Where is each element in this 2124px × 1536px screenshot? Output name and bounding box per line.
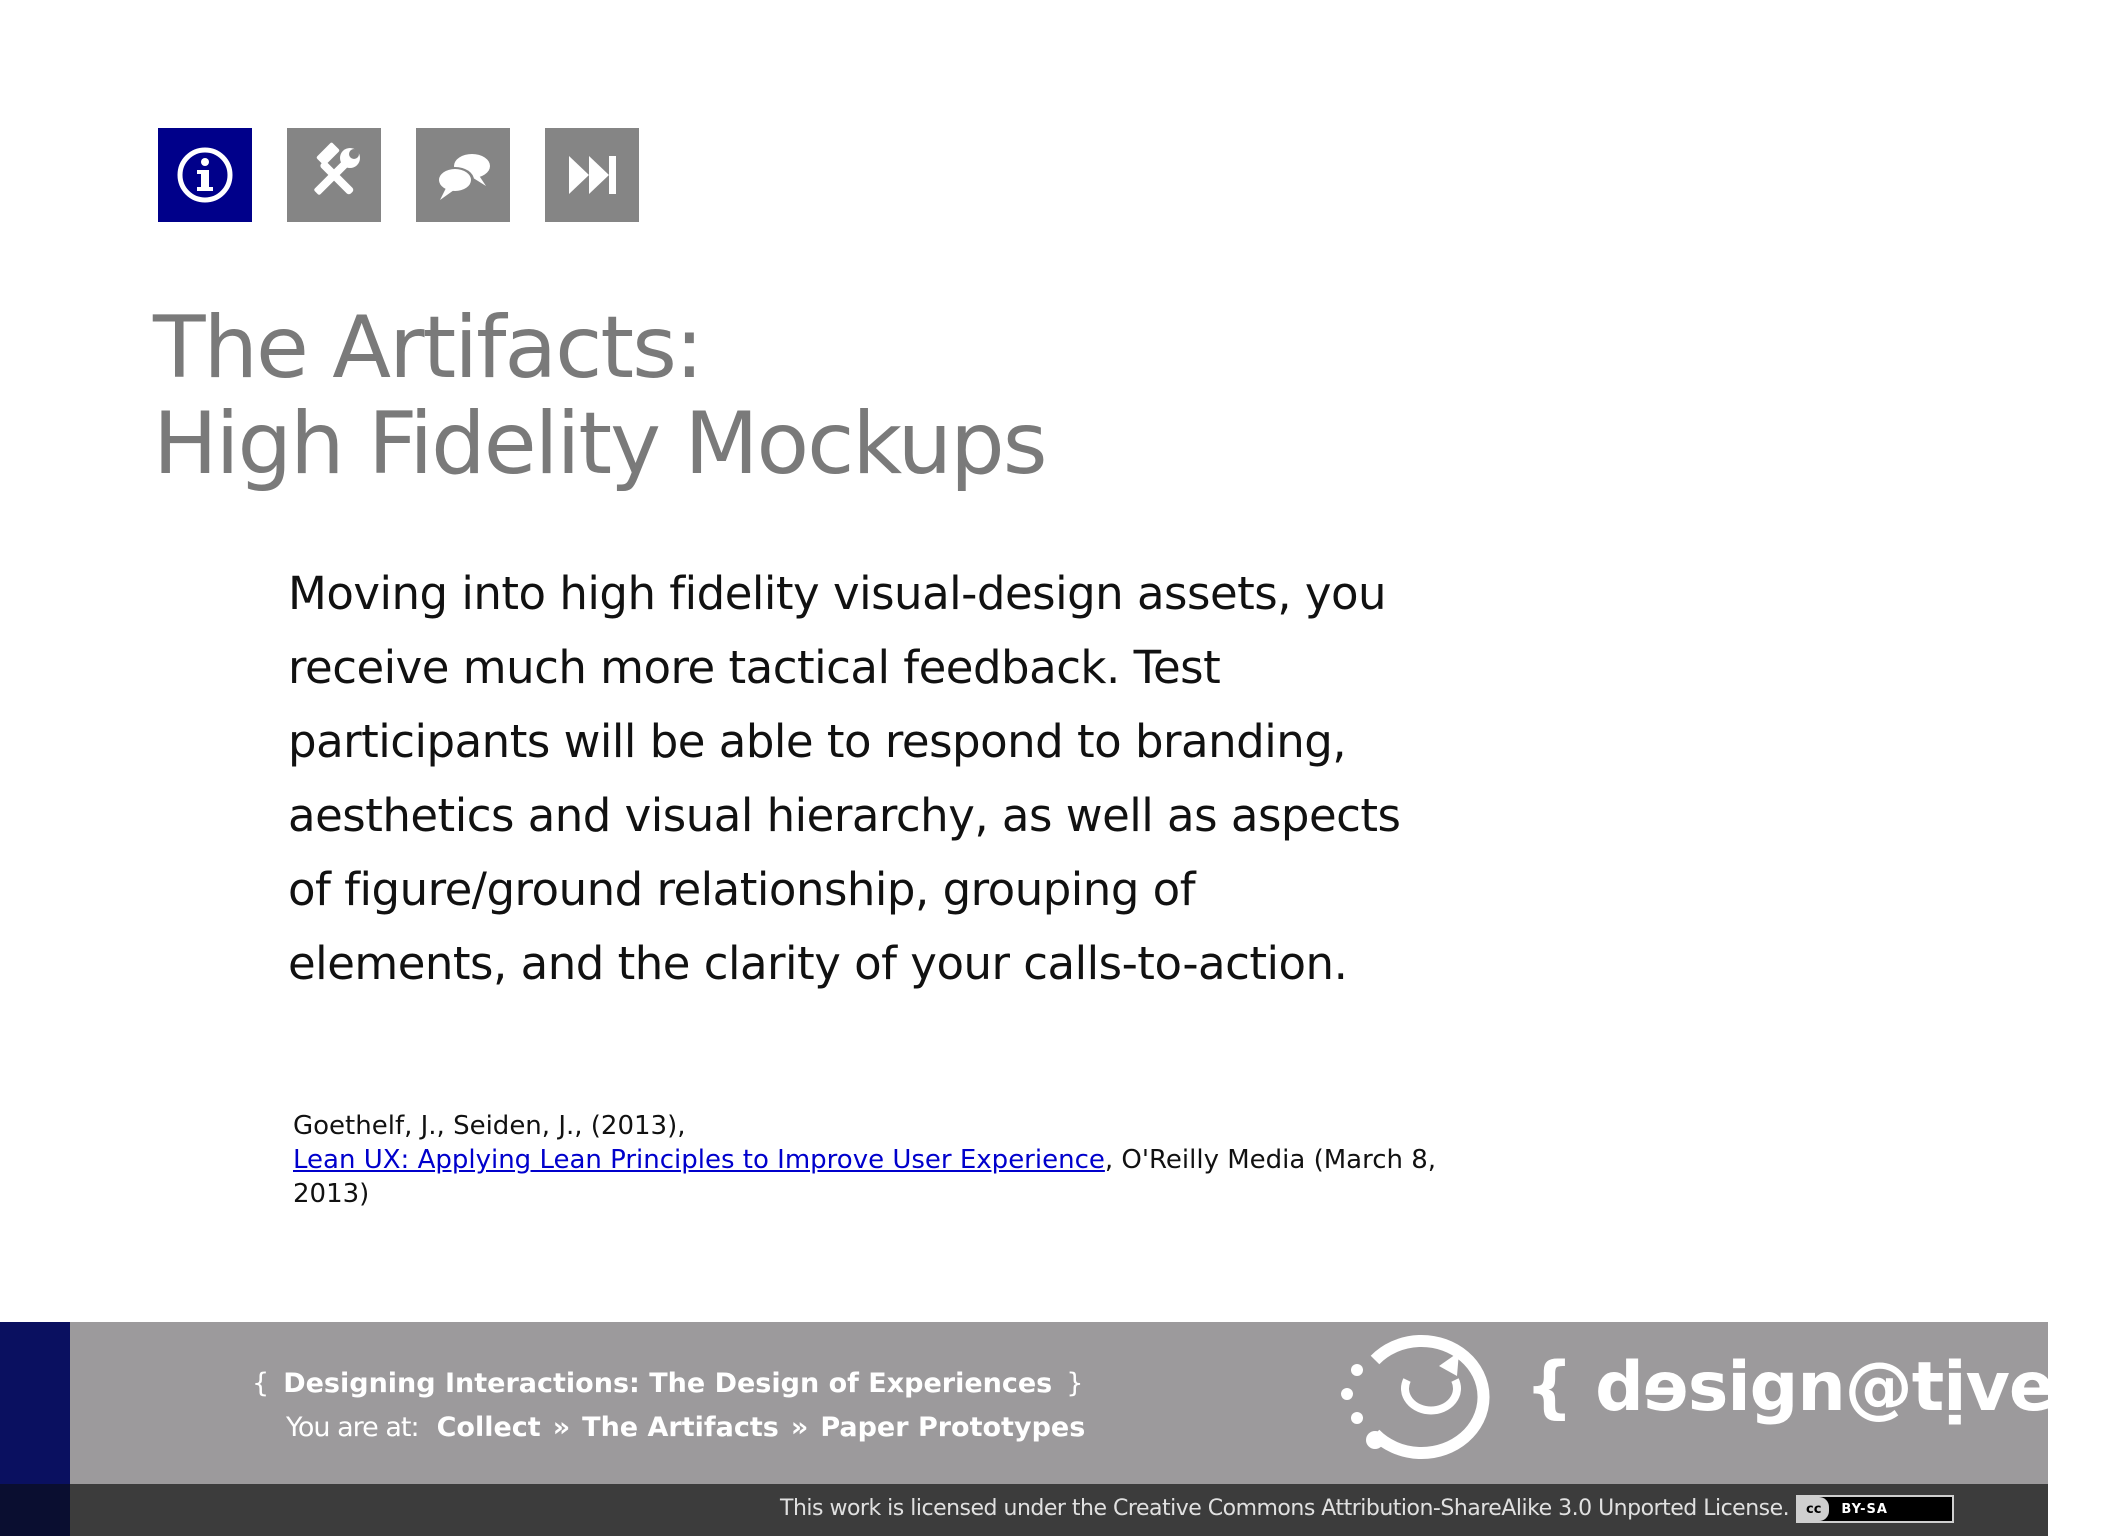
designative-logo [1335,1330,2124,1460]
citation-link[interactable]: Lean UX: Applying Lean Principles to Improve User Experience [293,1145,1105,1175]
skip-forward-button[interactable] [545,128,639,222]
breadcrumb-item-collect[interactable]: Collect [436,1412,541,1443]
clock-logo-icon [1335,1330,1515,1460]
citation-authors: Goethelf, J., Seiden, J., (2013), [293,1111,686,1141]
citation-source [293,1143,1443,1211]
slide-toolbar [158,128,639,222]
course-brace-close: } [1066,1368,1084,1399]
license-accent [0,1484,70,1536]
cc-license-type: BY-SA [1841,1501,1888,1517]
footer [0,1322,2124,1484]
tools-button[interactable] [287,128,381,222]
license-bar [0,1484,2048,1536]
info-icon [174,144,236,206]
discussion-button[interactable] [416,128,510,222]
breadcrumb-item-the-artifacts[interactable]: The Artifacts [582,1412,779,1443]
info-button[interactable] [158,128,252,222]
breadcrumb-item-paper-prototypes[interactable]: Paper Prototypes [820,1412,1086,1443]
designative-wordmark: { dɘsign@tịve } [1525,1348,2124,1427]
course-brace-open: { [252,1368,270,1399]
slide-body-text: Moving into high fidelity visual-design assets, you receive much more tactical feedback. Test participants will be able to respond to branding, aesthetics and visual hierarchy, as well as aspects of figure/ground relationship, grouping of elements, and the clarity of your calls-to-action. [288,567,1401,990]
breadcrumb [286,1412,1085,1443]
course-name: Designing Interactions: The Design of Experiences [283,1368,1053,1399]
cc-license-badge[interactable] [1796,1495,1954,1523]
license-text: This work is licensed under the Creative Commons Attribution-ShareAlike 3.0 Unported License. [780,1496,1790,1521]
slide-title [153,300,1046,492]
breadcrumb-separator: » [552,1412,571,1443]
breadcrumb-separator: » [790,1412,809,1443]
breadcrumb-prefix: You are at: [286,1412,419,1443]
discussion-icon [432,144,494,206]
citation [293,1109,1443,1211]
skip-forward-icon [561,144,623,206]
course-title [252,1368,1097,1399]
cc-icon: cc [1798,1497,1829,1521]
tools-icon [303,144,365,206]
footer-accent [0,1322,70,1484]
title-line-1: The Artifacts: [153,298,702,398]
citation-publisher: , O'Reilly Media (March 8, 2013) [293,1145,1437,1209]
title-line-2: High Fidelity Mockups [153,394,1046,494]
